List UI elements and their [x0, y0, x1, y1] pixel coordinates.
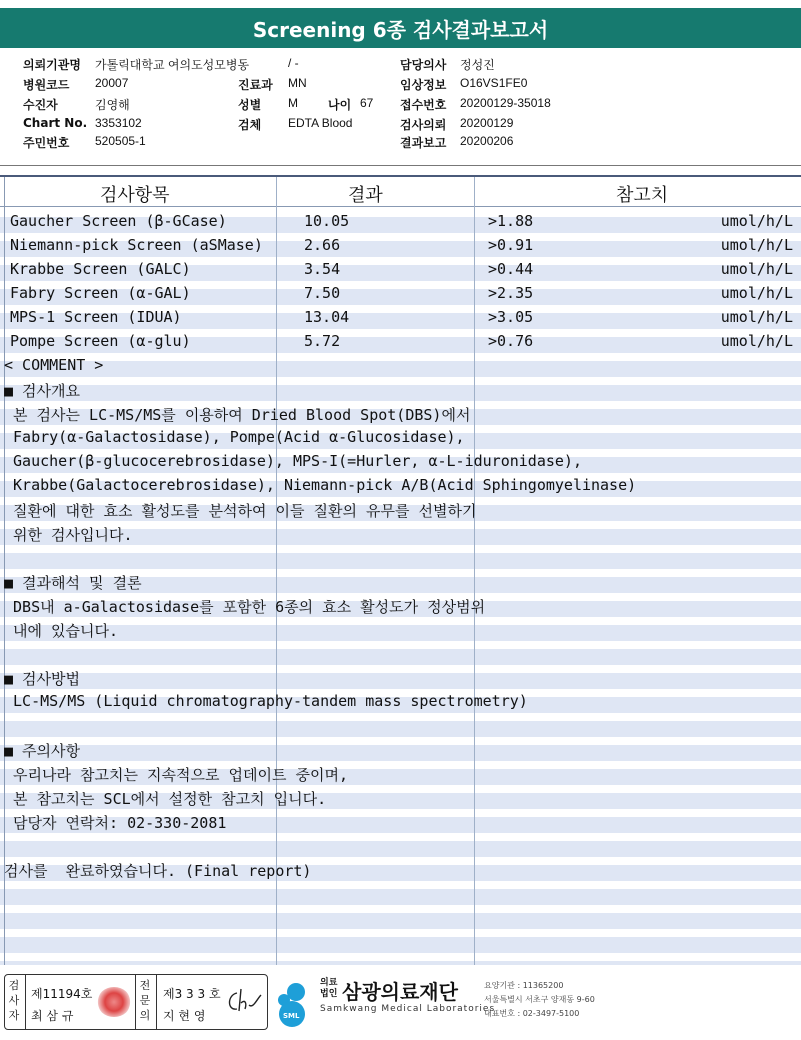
comment-line: LC-MS/MS (Liquid chromatography-tandem mass spectrometry) — [4, 692, 528, 710]
org-name: 삼광의료재단 — [342, 980, 458, 1004]
test-name: Niemann-pick Screen (aSMase) — [10, 236, 263, 254]
seal-stamp — [97, 987, 131, 1017]
table-row — [0, 209, 801, 233]
org-type: 의료법인 — [320, 978, 338, 999]
unit: umol/h/L — [720, 284, 793, 302]
doctor-value: 정성진 — [460, 58, 495, 72]
table-row — [0, 281, 801, 305]
reference-range: >0.91 — [488, 236, 534, 254]
test-result: 5.72 — [304, 332, 341, 350]
institution-label: 의뢰기관명 — [23, 58, 81, 72]
comment-line: 검사를 완료하였습니다. (Final report) — [4, 862, 312, 880]
stripe — [0, 553, 801, 569]
org-code: 요양기관 : 11365200 — [484, 981, 564, 990]
specialist-label: 전문의 — [139, 979, 151, 1022]
reference-range: >0.44 — [488, 260, 534, 278]
signature-divider — [25, 975, 26, 1029]
reported-label: 결과보고 — [400, 136, 447, 150]
unit: umol/h/L — [720, 308, 793, 326]
specimen-value: EDTA Blood — [288, 116, 353, 130]
hospital-code-value: 20007 — [95, 76, 129, 90]
comment-line: 본 참고치는 SCL에서 설정한 참고치 입니다. — [4, 790, 327, 808]
stripe — [0, 841, 801, 857]
requested-value: 20200129 — [460, 116, 514, 130]
signature-mark — [223, 985, 263, 1017]
chart-label: Chart No. — [23, 116, 88, 130]
test-result: 7.50 — [304, 284, 341, 302]
doctor-label: 담당의사 — [400, 58, 447, 72]
specialist-number: 제3 3 3 호 — [163, 987, 221, 1001]
test-result: 10.05 — [304, 212, 350, 230]
comment-line: Gaucher(β-glucocerebrosidase), MPS-I(=Hurler, α-L-iduronidase), — [4, 452, 582, 470]
header-test-item: 검사항목 — [100, 185, 170, 206]
result-report — [0, 171, 801, 965]
test-name: Gaucher Screen (β-GCase) — [10, 212, 227, 230]
receipt-value: 20200129-35018 — [460, 96, 551, 110]
tester-label: 검사자 — [8, 979, 20, 1022]
chart-value: 3353102 — [95, 116, 142, 130]
test-name: MPS-1 Screen (IDUA) — [10, 308, 182, 326]
org-address: 서울특별시 서초구 양재동 9-60 — [484, 995, 595, 1004]
sex-value: M — [288, 96, 298, 110]
patient-label: 수진자 — [23, 98, 58, 112]
table-row — [0, 257, 801, 281]
age-label: 나이 — [328, 98, 352, 112]
unit: umol/h/L — [720, 260, 793, 278]
clinical-value: O16VS1FE0 — [460, 76, 528, 90]
stripe — [0, 961, 801, 965]
stripe — [0, 673, 801, 689]
reported-value: 20200206 — [460, 134, 514, 148]
table-row — [0, 233, 801, 257]
org-phone: 대표번호 : 02-3497-5100 — [484, 1009, 580, 1018]
stripe — [0, 385, 801, 401]
hospital-code-label: 병원코드 — [23, 78, 70, 92]
stripe — [0, 721, 801, 737]
requested-label: 검사의뢰 — [400, 118, 447, 132]
receipt-label: 접수번호 — [400, 98, 447, 112]
specialist-name: 지 현 영 — [163, 1009, 206, 1023]
comment-line: ■ 검사개요 — [4, 382, 81, 400]
institution-value: 가톨릭대학교 여의도성모병동 — [95, 58, 250, 72]
table-top-rule — [0, 175, 801, 177]
signature-divider — [156, 975, 157, 1029]
id-value: 520505-1 — [95, 134, 146, 148]
svg-text:SML: SML — [283, 1012, 300, 1020]
unit: umol/h/L — [720, 236, 793, 254]
id-label: 주민번호 — [23, 136, 70, 150]
comment-line: 담당자 연락처: 02-330-2081 — [4, 814, 227, 832]
signature-divider — [135, 975, 136, 1029]
stripe — [0, 745, 801, 761]
header-divider — [0, 165, 801, 166]
reference-range: >2.35 — [488, 284, 534, 302]
tester-name: 최 삼 규 — [31, 1009, 74, 1023]
table-row — [0, 305, 801, 329]
comment-line: ■ 검사방법 — [4, 670, 81, 688]
tester-number: 제11194호 — [31, 987, 93, 1001]
ward-value: / - — [288, 56, 299, 70]
dept-value: MN — [288, 76, 307, 90]
unit: umol/h/L — [720, 332, 793, 350]
header-reference: 참고치 — [616, 185, 669, 206]
comment-line: 우리나라 참고치는 지속적으로 업데이트 중이며, — [4, 766, 348, 784]
stripe — [0, 913, 801, 929]
clinical-label: 임상정보 — [400, 78, 447, 92]
stripe — [0, 889, 801, 905]
stripe — [0, 649, 801, 665]
test-name: Pompe Screen (α-glu) — [10, 332, 191, 350]
dept-label: 진료과 — [238, 78, 273, 92]
reference-range: >0.76 — [488, 332, 534, 350]
specimen-label: 검체 — [238, 118, 262, 132]
table-row — [0, 329, 801, 353]
org-name-en: Samkwang Medical Laboratories — [320, 1004, 496, 1014]
test-result: 2.66 — [304, 236, 341, 254]
report-title: Screening 6종 검사결과보고서 — [0, 8, 801, 48]
age-value: 67 — [360, 96, 374, 110]
stripe — [0, 937, 801, 953]
patient-value: 김영해 — [95, 98, 130, 112]
comment-line: Fabry(α-Galactosidase), Pompe(Acid α-Glucosidase), — [4, 428, 465, 446]
comment-line: ■ 결과해석 및 결론 — [4, 574, 142, 592]
comment-line: 내에 있습니다. — [4, 622, 119, 640]
stripe — [0, 361, 801, 377]
reference-range: >1.88 — [488, 212, 534, 230]
test-result: 13.04 — [304, 308, 350, 326]
comment-line: DBS내 a-Galactosidase를 포함한 6종의 효소 활성도가 정상범위 — [4, 598, 486, 616]
test-name: Fabry Screen (α-GAL) — [10, 284, 191, 302]
stripe — [0, 625, 801, 641]
comment-line: 본 검사는 LC-MS/MS를 이용하여 Dried Blood Spot(DBS)에서 — [4, 406, 471, 424]
comment-line: 위한 검사입니다. — [4, 526, 133, 544]
sml-logo-icon — [272, 978, 314, 1028]
comment-line: ■ 주의사항 — [4, 742, 81, 760]
reference-range: >3.05 — [488, 308, 534, 326]
sex-label: 성별 — [238, 98, 262, 112]
unit: umol/h/L — [720, 212, 793, 230]
test-name: Krabbe Screen (GALC) — [10, 260, 191, 278]
test-result: 3.54 — [304, 260, 341, 278]
patient-info — [0, 54, 801, 164]
report-footer — [0, 970, 801, 1040]
comment-line: < COMMENT > — [4, 356, 104, 374]
comment-line: 질환에 대한 효소 활성도를 분석하여 이들 질환의 유무를 선별하기 — [4, 502, 477, 520]
signature-box — [4, 974, 268, 1030]
header-result: 결과 — [348, 185, 383, 206]
comment-line: Krabbe(Galactocerebrosidase), Niemann-pick A/B(Acid Sphingomyelinase) — [4, 476, 637, 494]
